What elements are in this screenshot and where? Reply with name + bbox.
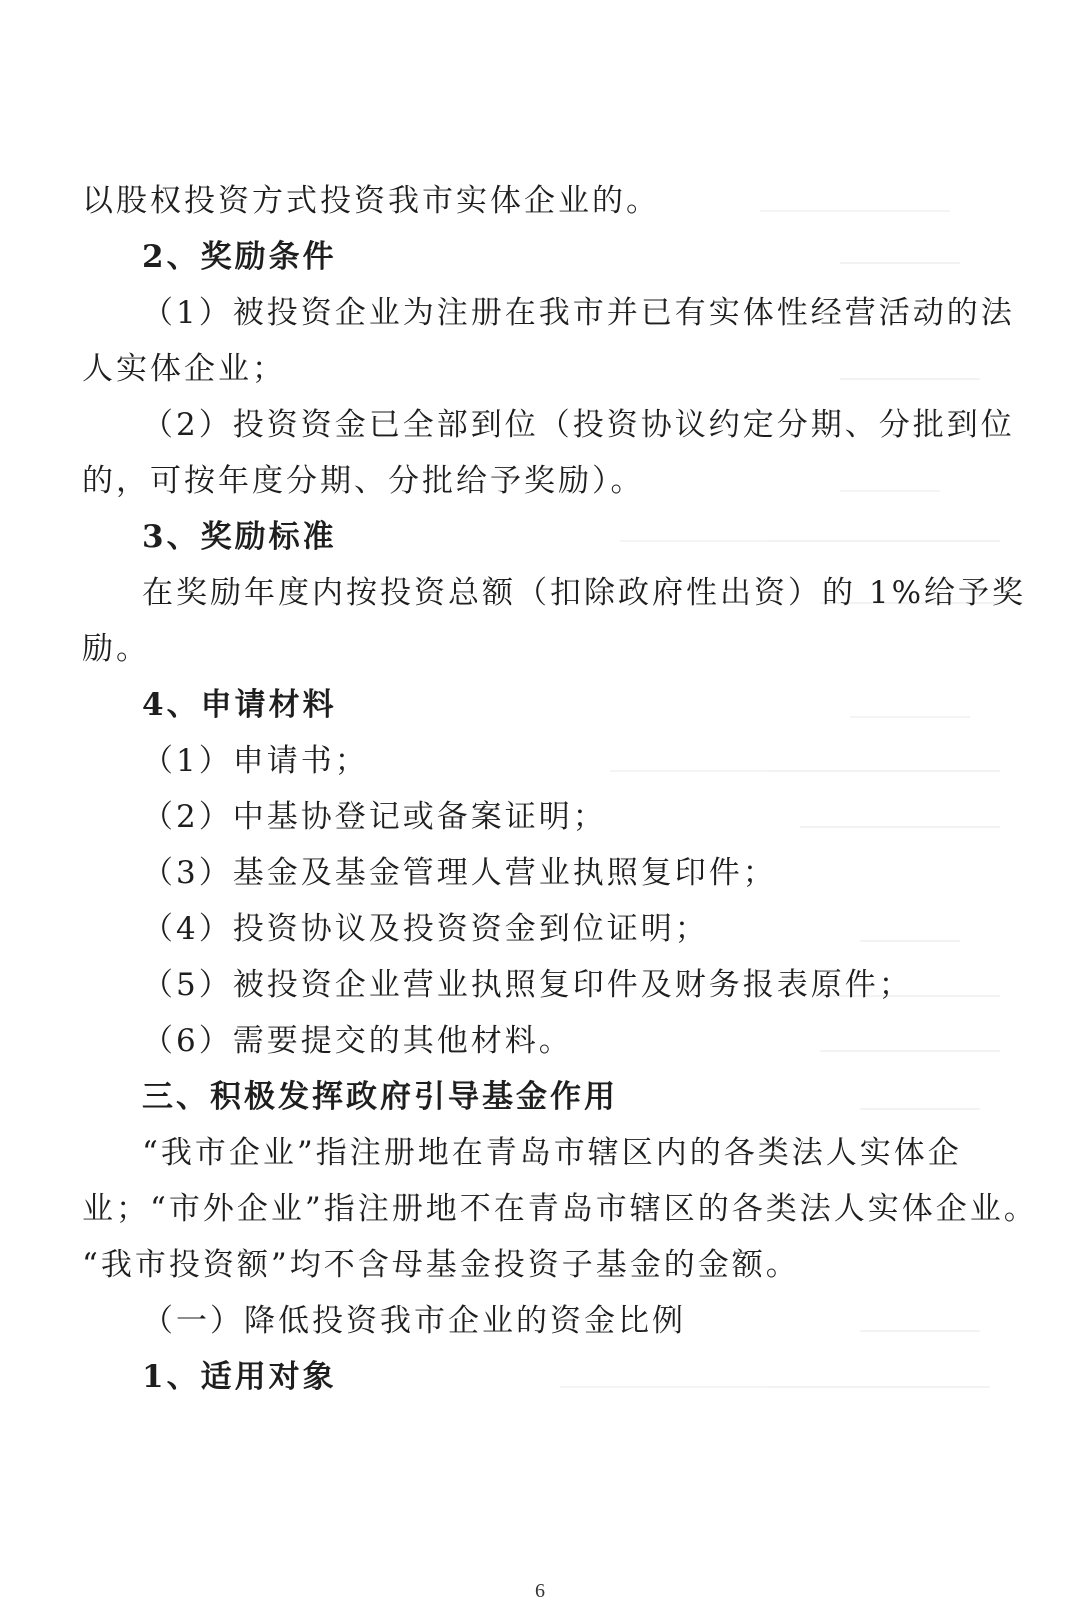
standard-text: 在奖励年度内按投资总额（扣除政府性出资）的 1%给予奖	[142, 575, 1027, 611]
condition-1-cont: 人实体企业；	[82, 351, 286, 387]
heading-application-materials: 4、申请材料	[142, 687, 337, 723]
standard-text-cont: 励。	[82, 631, 150, 667]
line-1: 以股权投资方式投资我市实体企业的。	[82, 183, 660, 219]
heading-applicable-objects: 1、适用对象	[142, 1359, 337, 1395]
subsection-one-heading: （一）降低投资我市企业的资金比例	[142, 1303, 686, 1339]
material-4: （4）投资协议及投资资金到位证明；	[142, 911, 709, 947]
material-3: （3）基金及基金管理人营业执照复印件；	[142, 855, 777, 891]
section-three-heading: 三、积极发挥政府引导基金作用	[142, 1079, 618, 1115]
heading-reward-conditions: 2、奖励条件	[142, 239, 337, 275]
condition-1: （1）被投资企业为注册在我市并已有实体性经营活动的法	[142, 295, 1015, 331]
material-1: （1）申请书；	[142, 743, 369, 779]
definition-line-1: “我市企业”指注册地在青岛市辖区内的各类法人实体企	[142, 1135, 962, 1171]
page-number: 6	[535, 1580, 545, 1602]
material-5: （5）被投资企业营业执照复印件及财务报表原件；	[142, 967, 913, 1003]
condition-2: （2）投资资金已全部到位（投资协议约定分期、分批到位	[142, 407, 1015, 443]
material-2: （2）中基协登记或备案证明；	[142, 799, 607, 835]
definition-line-3: “我市投资额”均不含母基金投资子基金的金额。	[82, 1247, 800, 1283]
heading-reward-standard: 3、奖励标准	[142, 519, 337, 555]
condition-2-cont: 的，可按年度分期、分批给予奖励）。	[82, 463, 645, 499]
definition-line-2: 业；“市外企业”指注册地不在青岛市辖区的各类法人实体企业。	[82, 1191, 1038, 1227]
material-6: （6）需要提交的其他材料。	[142, 1023, 573, 1059]
